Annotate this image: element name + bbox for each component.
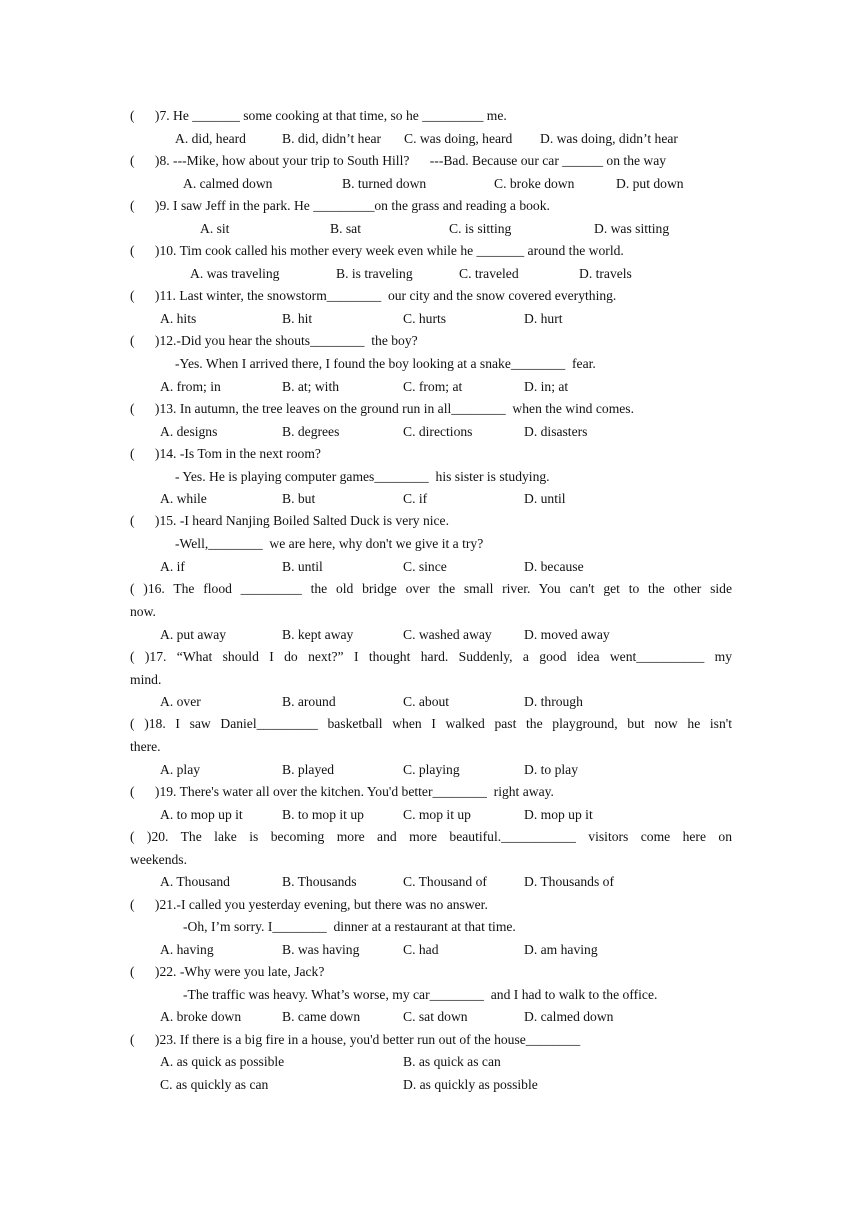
option-b: B. did, didn’t hear: [282, 131, 382, 146]
option-d: D. until: [524, 491, 566, 506]
option-a: A. from; in: [160, 379, 221, 394]
question-17-continuation: mind.: [130, 672, 162, 687]
option-c: C. Thousand of: [403, 874, 487, 889]
option-b: B. at; with: [282, 379, 340, 394]
option-a: A. to mop up it: [160, 807, 243, 822]
option-a: A. put away: [160, 627, 227, 642]
option-b: B. turned down: [342, 176, 427, 191]
option-d: D. through: [524, 694, 583, 709]
question-12-reply: -Yes. When I arrived there, I found the boy looking at a snake________ fear.: [175, 356, 596, 371]
question-12: ( )12.-Did you hear the shouts________ the boy?: [130, 333, 418, 348]
option-a: A. Thousand: [160, 874, 230, 889]
option-c: C. was doing, heard: [404, 131, 513, 146]
option-d: D. was sitting: [594, 221, 670, 236]
option-d: D. disasters: [524, 424, 588, 439]
option-c: C. hurts: [403, 311, 447, 326]
option-d: D. to play: [524, 762, 578, 777]
option-d: D. hurt: [524, 311, 563, 326]
option-c: C. is sitting: [449, 221, 512, 236]
option-b: B. hit: [282, 311, 313, 326]
option-b: B. was having: [282, 942, 360, 957]
option-b: B. kept away: [282, 627, 354, 642]
option-b: B. around: [282, 694, 336, 709]
question-10: ( )10. Tim cook called his mother every week even while he _______ around the world.: [130, 243, 624, 258]
option-d: D. calmed down: [524, 1009, 614, 1024]
question-8: ( )8. ---Mike, how about your trip to South Hill? ---Bad. Because our car ______ on the way: [130, 153, 667, 168]
option-b: B. came down: [282, 1009, 361, 1024]
option-c: C. sat down: [403, 1009, 468, 1024]
option-a: A. designs: [160, 424, 218, 439]
option-b: B. but: [282, 491, 316, 506]
option-b: B. to mop it up: [282, 807, 364, 822]
question-11: ( )11. Last winter, the snowstorm________ our city and the snow covered everything.: [130, 288, 617, 303]
option-d: D. was doing, didn’t hear: [540, 131, 678, 146]
option-a: A. sit: [200, 221, 230, 236]
option-c: C. from; at: [403, 379, 463, 394]
question-15-reply: -Well,________ we are here, why don't we give it a try?: [175, 536, 484, 551]
option-b: B. until: [282, 559, 323, 574]
option-c: C. about: [403, 694, 450, 709]
option-d: D. put down: [616, 176, 684, 191]
question-22: ( )22. -Why were you late, Jack?: [130, 964, 325, 979]
option-d: D. because: [524, 559, 584, 574]
option-b: B. Thousands: [282, 874, 357, 889]
option-c: C. mop it up: [403, 807, 471, 822]
option-d: D. Thousands of: [524, 874, 614, 889]
option-c: C. since: [403, 559, 447, 574]
option-a: A. as quick as possible: [160, 1054, 285, 1069]
question-18-continuation: there.: [130, 739, 161, 754]
option-c: C. had: [403, 942, 439, 957]
option-d: D. moved away: [524, 627, 610, 642]
option-c: C. as quickly as can: [160, 1077, 269, 1092]
question-14-reply: - Yes. He is playing computer games________ his sister is studying.: [175, 469, 550, 484]
question-7: ( )7. He _______ some cooking at that time, so he _________ me.: [130, 108, 507, 123]
question-13: ( )13. In autumn, the tree leaves on the ground run in all________ when the wind comes.: [130, 401, 634, 416]
question-21-reply: -Oh, I’m sorry. I________ dinner at a restaurant at that time.: [183, 919, 516, 934]
option-a: A. was traveling: [190, 266, 280, 281]
option-a: A. broke down: [160, 1009, 242, 1024]
option-a: A. calmed down: [183, 176, 273, 191]
question-15: ( )15. -I heard Nanjing Boiled Salted Duck is very nice.: [130, 513, 449, 528]
option-c: C. broke down: [494, 176, 575, 191]
option-c: C. washed away: [403, 627, 492, 642]
question-23: ( )23. If there is a big fire in a house, you'd better run out of the house________: [130, 1032, 581, 1047]
option-a: A. while: [160, 491, 207, 506]
option-c: C. if: [403, 491, 428, 506]
option-d: D. in; at: [524, 379, 569, 394]
option-d: D. as quickly as possible: [403, 1077, 538, 1092]
question-19: ( )19. There's water all over the kitchen. You'd better________ right away.: [130, 784, 554, 799]
option-b: B. played: [282, 762, 335, 777]
question-9: ( )9. I saw Jeff in the park. He _________on the grass and reading a book.: [130, 198, 550, 213]
option-c: C. directions: [403, 424, 473, 439]
option-b: B. as quick as can: [403, 1054, 501, 1069]
option-a: A. if: [160, 559, 185, 574]
option-d: D. travels: [579, 266, 632, 281]
option-a: A. hits: [160, 311, 197, 326]
option-a: A. play: [160, 762, 201, 777]
question-16: ( )16. The flood _________ the old bridge over the small river. You can't get to the other side: [130, 581, 732, 596]
option-a: A. did, heard: [175, 131, 246, 146]
option-b: B. degrees: [282, 424, 340, 439]
option-a: A. having: [160, 942, 214, 957]
option-c: C. playing: [403, 762, 460, 777]
option-c: C. traveled: [459, 266, 519, 281]
option-a: A. over: [160, 694, 201, 709]
question-22-reply: -The traffic was heavy. What’s worse, my car________ and I had to walk to the office.: [183, 987, 658, 1002]
option-b: B. sat: [330, 221, 361, 236]
option-b: B. is traveling: [336, 266, 413, 281]
question-20: ( )20. The lake is becoming more and more beautiful.___________ visitors come here on: [130, 829, 732, 844]
question-14: ( )14. -Is Tom in the next room?: [130, 446, 321, 461]
question-16-continuation: now.: [130, 604, 156, 619]
option-d: D. am having: [524, 942, 598, 957]
question-18: ( )18. I saw Daniel_________ basketball when I walked past the playground, but now he isn't: [130, 716, 732, 731]
question-21: ( )21.-I called you yesterday evening, but there was no answer.: [130, 897, 488, 912]
question-20-continuation: weekends.: [130, 852, 187, 867]
question-17: ( )17. “What should I do next?” I thought hard. Suddenly, a good idea went__________ my: [130, 649, 732, 664]
option-d: D. mop up it: [524, 807, 593, 822]
